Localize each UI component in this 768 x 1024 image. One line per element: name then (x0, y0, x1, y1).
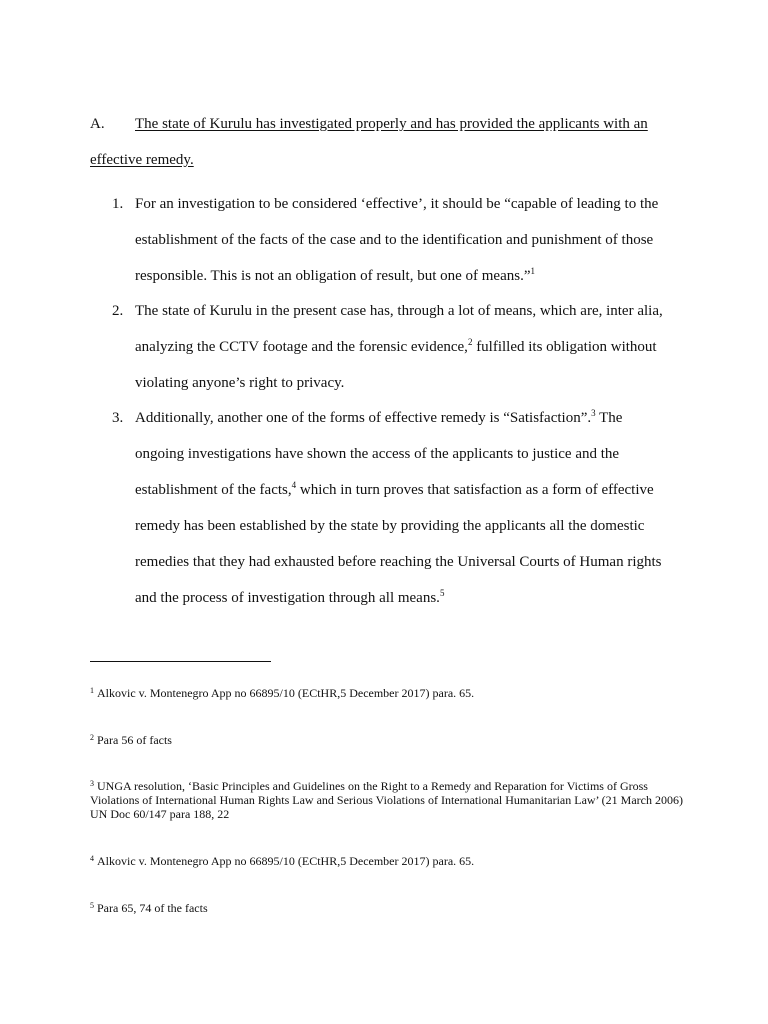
line-text: responsible. This is not an obligation of result, but one of means.” (135, 268, 531, 284)
paragraph-line (135, 400, 675, 436)
paragraph-number: 2. (112, 303, 124, 319)
line-text: Additionally, another one of the forms of effective remedy is “Satisfaction”. (135, 410, 592, 426)
paragraph-line: violating anyone’s right to privacy. (135, 375, 345, 391)
line-text: and the process of investigation through all means. (135, 590, 440, 606)
footnote-text: Para 65, 74 of the facts (97, 901, 208, 915)
paragraph-line: establishment of the facts of the case and to the identification and punishment of those (135, 232, 654, 248)
footnote-mark: 2 (90, 733, 94, 742)
paragraph-line (135, 580, 675, 616)
heading-line-1 (90, 106, 690, 142)
footnote-mark: 4 (90, 854, 94, 863)
footnote-5 (90, 901, 690, 915)
footnote-text: UNGA resolution, ‘Basic Principles and Guidelines on the Right to a Remedy and Reparation for Victims of Gross Violations of International Human Rights Law and Serious Violations of International Humanitarian Law’ (21 March 2006) UN Doc 60/147 para 188, 22 (90, 779, 683, 821)
line-text: establishment of the facts, (135, 482, 292, 498)
footnote-ref[interactable]: 1 (530, 266, 535, 276)
footnote-text: Alkovic v. Montenegro App no 66895/10 (ECtHR,5 December 2017) para. 65. (97, 854, 475, 868)
footnote-1 (90, 686, 690, 700)
paragraph-line: The state of Kurulu in the present case has, through a lot of means, which are, inter alia, (135, 303, 663, 319)
paragraph-number: 1. (112, 196, 124, 212)
footnote-mark: 3 (90, 779, 94, 788)
line-text: which in turn proves that satisfaction as a form of effective (296, 482, 654, 498)
footnote-text: Para 56 of facts (97, 733, 172, 747)
heading-text-1: The state of Kurulu has investigated properly and has provided the applicants with an (135, 116, 648, 132)
line-text: analyzing the CCTV footage and the forensic evidence, (135, 339, 468, 355)
paragraph-text (135, 293, 675, 401)
footnote-2 (90, 733, 690, 747)
footnote-text: Alkovic v. Montenegro App no 66895/10 (ECtHR,5 December 2017) para. 65. (97, 686, 475, 700)
footnote-mark: 1 (90, 686, 94, 695)
paragraph-line: ongoing investigations have shown the access of the applicants to justice and the (135, 446, 620, 462)
paragraph-text (135, 186, 675, 294)
line-text: fulfilled its obligation without (472, 339, 657, 355)
paragraph-line (135, 472, 675, 508)
section-heading (90, 106, 690, 178)
footnote-3 (90, 779, 690, 821)
line-text: The (595, 410, 623, 426)
footnote-ref[interactable]: 3 (591, 408, 596, 418)
footnote-ref[interactable]: 4 (291, 480, 297, 490)
paragraph-line (135, 258, 675, 294)
paragraph-line: remedy has been established by the state by providing the applicants all the domestic (135, 518, 645, 534)
footnote-mark: 5 (90, 901, 94, 910)
paragraph-line: remedies that they had exhausted before reaching the Universal Courts of Human rights (135, 554, 662, 570)
footnote-ref[interactable]: 2 (467, 337, 473, 347)
footnote-4 (90, 854, 690, 868)
paragraph-line: For an investigation to be considered ‘effective’, it should be “capable of leading to the (135, 196, 659, 212)
footnote-separator (90, 661, 271, 662)
paragraph-text (135, 400, 675, 616)
paragraph-number: 3. (112, 410, 124, 426)
footnote-ref[interactable]: 5 (439, 588, 445, 598)
heading-line-2: effective remedy. (90, 152, 194, 168)
paragraph-line (135, 329, 675, 365)
heading-letter: A. (90, 116, 105, 132)
